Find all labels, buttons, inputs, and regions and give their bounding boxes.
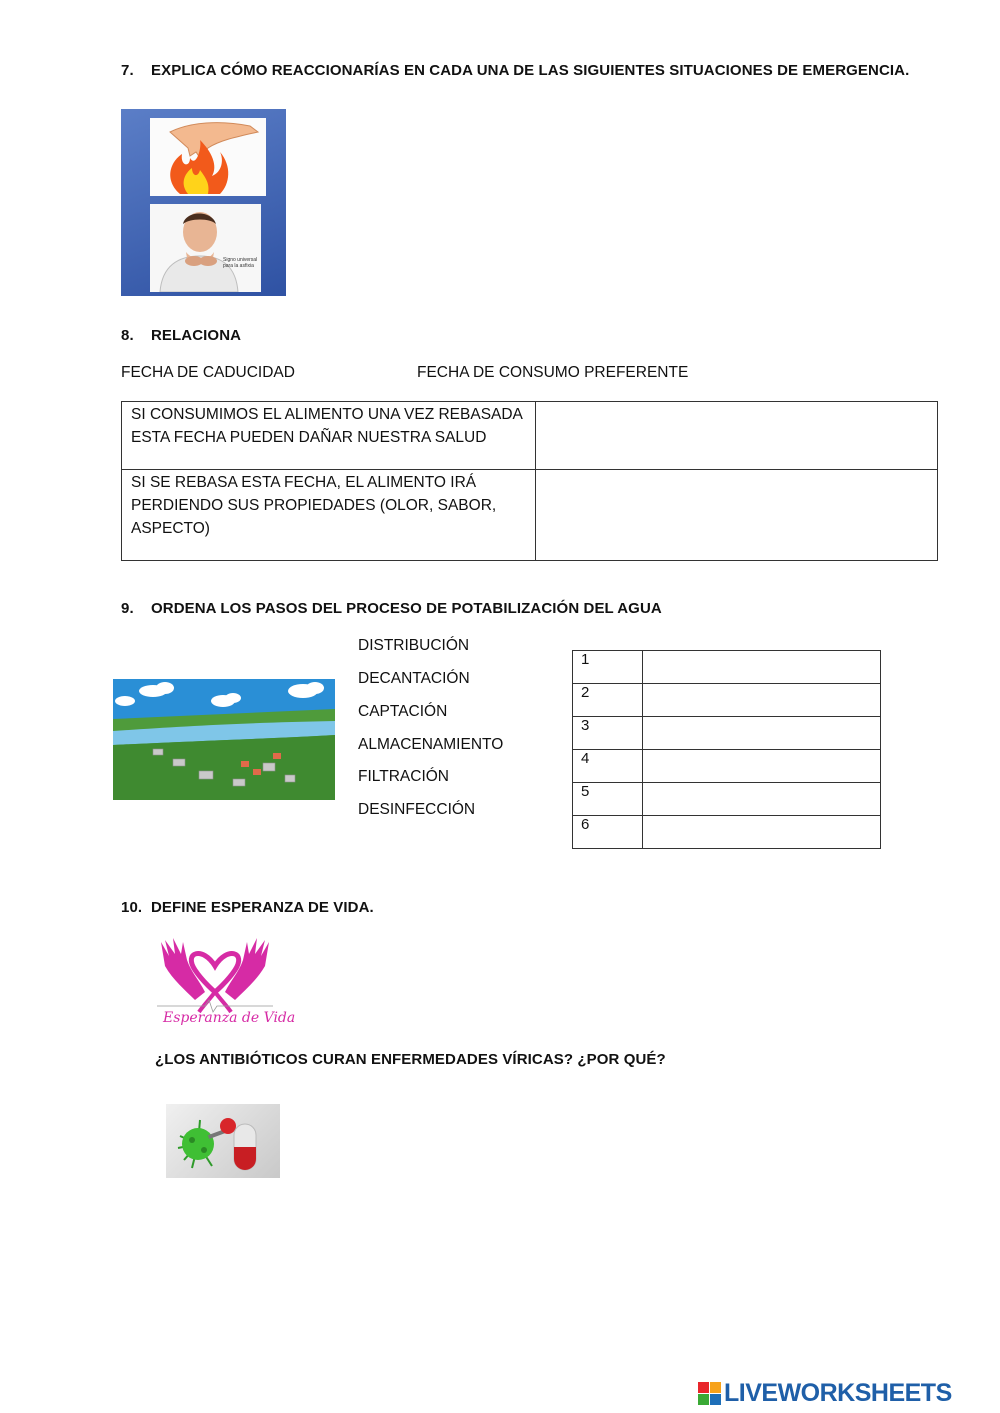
order-number: 3 — [573, 717, 643, 750]
table-row — [573, 684, 881, 717]
q9-title-text: ORDENA LOS PASOS DEL PROCESO DE POTABILIZACIÓN DEL AGUA — [151, 600, 662, 617]
step-captacion[interactable]: CAPTACIÓN — [358, 703, 448, 720]
brand-name: LIVEWORKSHEETS — [724, 1378, 952, 1407]
q7-emergency-image — [121, 109, 286, 296]
table-row — [573, 816, 881, 849]
table-row — [573, 651, 881, 684]
order-number: 1 — [573, 651, 643, 684]
landscape-icon — [113, 679, 335, 800]
choking-panel — [150, 204, 261, 292]
q7-title — [121, 62, 909, 79]
order-answer-5[interactable] — [643, 783, 881, 816]
option-fecha-caducidad[interactable]: FECHA DE CADUCIDAD — [121, 364, 295, 381]
q10-title — [121, 899, 374, 916]
q7-title-text: EXPLICA CÓMO REACCIONARÍAS EN CADA UNA DE LAS SIGUIENTES SITUACIONES DE EMERGENCIA. — [151, 62, 910, 79]
order-number: 5 — [573, 783, 643, 816]
esperanza-logo — [155, 936, 296, 1031]
relate-row-1-text: SI CONSUMIMOS EL ALIMENTO UNA VEZ REBASADA ESTA FECHA PUEDEN DAÑAR NUESTRA SALUD — [122, 402, 536, 470]
choking-caption: Signo universal para la asfixia — [223, 257, 258, 269]
relate-row-2-text: SI SE REBASA ESTA FECHA, EL ALIMENTO IRÁ PERDIENDO SUS PROPIEDADES (OLOR, SABOR, ASPECTO) — [122, 470, 536, 561]
order-answer-2[interactable] — [643, 684, 881, 717]
antibiotic-image — [166, 1104, 280, 1178]
liveworksheets-icon — [698, 1382, 721, 1405]
step-distribucion[interactable]: DISTRIBUCIÓN — [358, 637, 470, 654]
table-row — [573, 717, 881, 750]
relate-row-1-answer[interactable] — [536, 402, 938, 470]
order-answer-1[interactable] — [643, 651, 881, 684]
step-desinfeccion[interactable]: DESINFECCIÓN — [358, 801, 476, 818]
liveworksheets-logo[interactable] — [698, 1380, 952, 1406]
hand-fire-icon — [150, 118, 266, 196]
relate-table — [121, 401, 938, 561]
q9-title — [121, 600, 662, 617]
step-filtracion[interactable]: FILTRACIÓN — [358, 768, 449, 785]
step-almacenamiento[interactable]: ALMACENAMIENTO — [358, 736, 504, 753]
hands-heart-icon — [155, 936, 275, 1016]
q10-title-text: DEFINE ESPERANZA DE VIDA. — [151, 899, 374, 916]
relate-row-2-answer[interactable] — [536, 470, 938, 561]
step-decantacion[interactable]: DECANTACIÓN — [358, 670, 470, 687]
water-plant-image — [113, 679, 335, 800]
order-number: 2 — [573, 684, 643, 717]
q8-title — [121, 327, 241, 344]
q10-number: 10. — [121, 899, 143, 916]
order-answer-4[interactable] — [643, 750, 881, 783]
order-table — [572, 650, 881, 849]
q8-number: 8. — [121, 327, 134, 344]
q7-number: 7. — [121, 62, 134, 79]
choking-person-icon — [150, 204, 261, 292]
option-fecha-consumo-preferente[interactable]: FECHA DE CONSUMO PREFERENTE — [417, 364, 689, 381]
table-row — [122, 402, 938, 470]
burn-panel — [150, 118, 266, 196]
logo-caption: Esperanza de Vida — [163, 1010, 296, 1026]
order-number: 4 — [573, 750, 643, 783]
table-row — [573, 750, 881, 783]
table-row — [573, 783, 881, 816]
q8-title-text: RELACIONA — [151, 327, 242, 344]
order-answer-6[interactable] — [643, 816, 881, 849]
order-answer-3[interactable] — [643, 717, 881, 750]
table-row — [122, 470, 938, 561]
order-number: 6 — [573, 816, 643, 849]
q9-number: 9. — [121, 600, 134, 617]
virus-capsule-icon — [166, 1104, 280, 1178]
antibiotics-question: ¿LOS ANTIBIÓTICOS CURAN ENFERMEDADES VÍRICAS? ¿POR QUÉ? — [155, 1051, 666, 1068]
